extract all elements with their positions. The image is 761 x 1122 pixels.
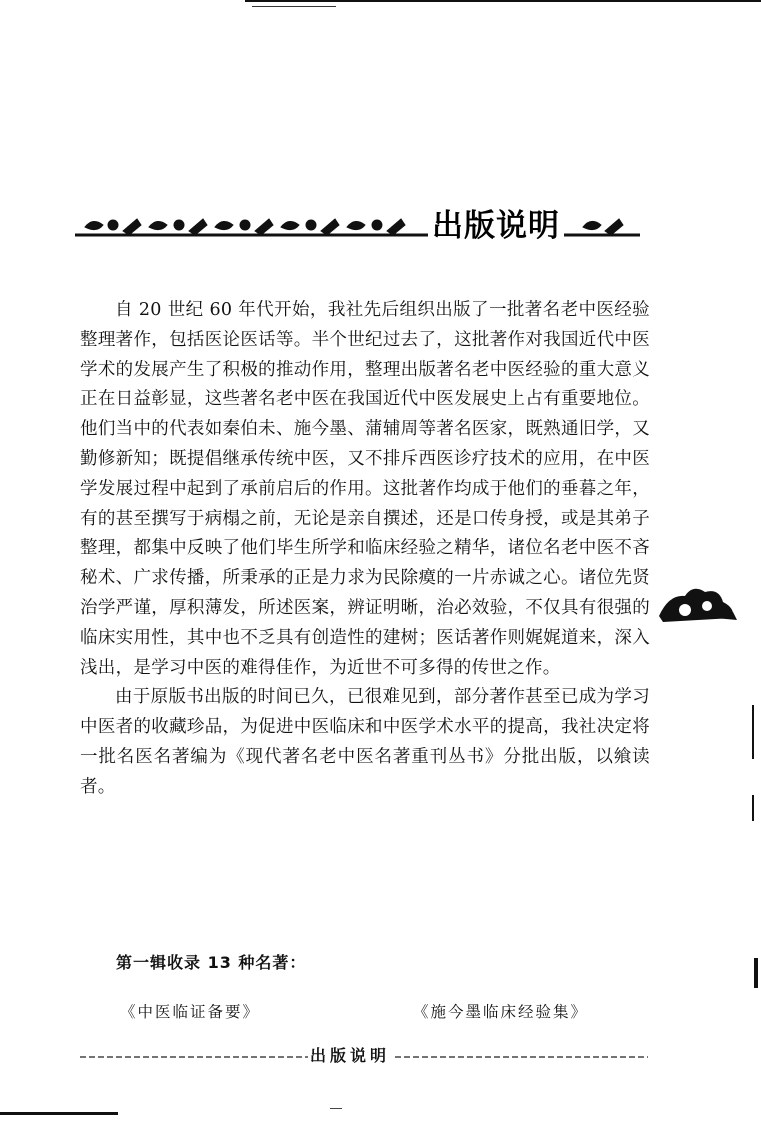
top-edge-rule-short bbox=[252, 6, 336, 7]
body-text bbox=[80, 296, 650, 803]
margin-mark bbox=[754, 958, 758, 988]
bottom-edge-rule bbox=[0, 1112, 118, 1115]
margin-mark bbox=[752, 795, 754, 821]
top-edge-rule bbox=[245, 0, 761, 2]
first-batch-heading: 第一辑收录 13 种名著： bbox=[116, 953, 307, 972]
bottom-tick bbox=[330, 1108, 342, 1109]
footer-band bbox=[80, 1043, 648, 1069]
footer-label: 出版说明 bbox=[308, 1043, 392, 1069]
book-title-1: 《中医临证备要》 bbox=[120, 1003, 261, 1021]
page-title: 出版说明 bbox=[428, 205, 564, 247]
paragraph-2: 由于原版书出版的时间已久，已很难见到，部分著作甚至已成为学习中医者的收藏珍品，为促进中医临床和中医学术水平的提高，我社决定将一批名医名著编为《现代著名老中医名著重刊丛书》分批出版，以飨读者。 bbox=[80, 687, 650, 797]
side-flower-ornament-icon bbox=[655, 582, 739, 634]
heading-band bbox=[75, 205, 640, 247]
margin-mark bbox=[752, 705, 754, 759]
book-title-2: 《施今墨临床经验集》 bbox=[413, 1003, 589, 1021]
paragraph-1: 自 20 世纪 60 年代开始，我社先后组织出版了一批著名老中医经验整理著作，包括医论医话等。半个世纪过去了，这批著作对我国近代中医学术的发展产生了积极的推动作用，整理出版著名老中医经验的重大意义正在日益彰显，这些著名老中医在我国近代中医发展史上占有重要地位。他们当中的代表如秦伯未、施今墨、蒲辅周等著名医家，既熟通旧学，又勤修新知；既提倡继承传统中医，又不排斥西医诊疗技术的应用，在中医学发展过程中起到了承前启后的作用。这批著作均成于他们的垂暮之年，有的甚至撰写于病榻之前，无论是亲自撰述，还是口传身授，或是其弟子整理，都集中反映了他们毕生所学和临床经验之精华，诸位名老中医不吝秘术、广求传播，所秉承的正是力求为民除瘼的一片赤诚之心。诸位先贤治学严谨，厚积薄发，所述医案，辨证明晰，治必效验，不仅具有很强的临床实用性，其中也不乏具有创造性的建树；医话著作则娓娓道来，深入浅出，是学习中医的难得佳作，为近世不可多得的传世之作。 bbox=[80, 300, 650, 678]
